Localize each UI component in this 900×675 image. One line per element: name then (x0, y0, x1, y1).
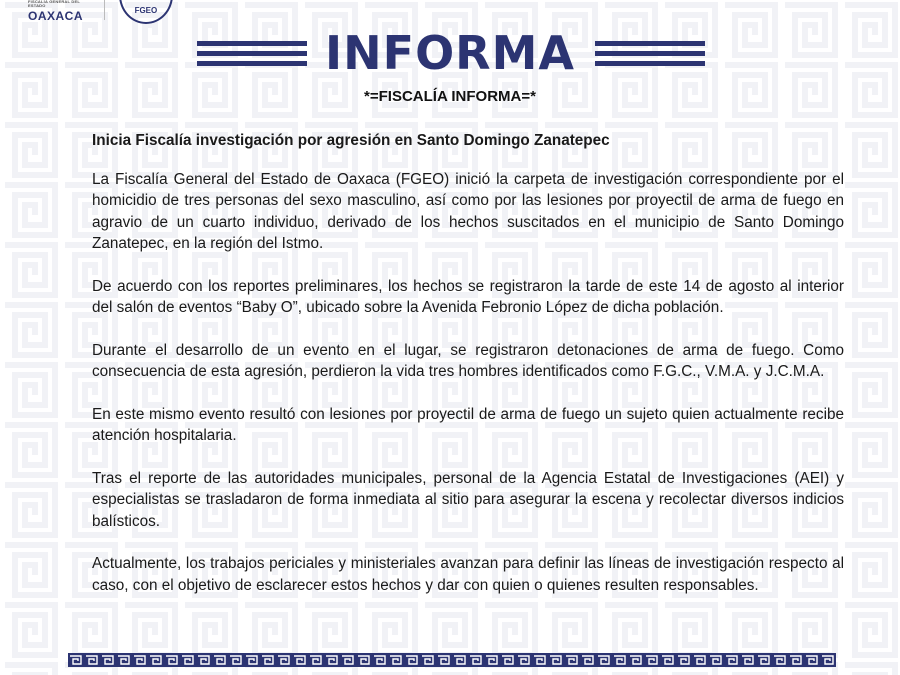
logo-line-oaxaca: OAXACA (28, 9, 84, 23)
logo-divider (104, 0, 105, 20)
article-body (92, 130, 844, 617)
article-paragraph: Durante el desarrollo de un evento en el lugar, se registraron detonaciones de arma de fuego. Como consecuencia de esta agresión, perdieron la vida tres hombres identificados como F.G.C., V.M.A. y J.C.M.A. (92, 341, 844, 380)
article-paragraph: En este mismo evento resultó con lesiones por proyectil de arma de fuego un sujeto quien actualmente recibe atención hospitalaria. (92, 405, 844, 444)
fgeo-seal-icon (119, 0, 173, 24)
article-paragraph: Actualmente, los trabajos periciales y ministeriales avanzan para definir las líneas de investigación respecto al caso, con el objetivo de esclarecer estos hechos y dar con quien o quienes resulten responsables. (92, 555, 844, 594)
article-paragraph: De acuerdo con los reportes preliminares, los hechos se registraron la tarde de este 14 de agosto al interior del salón de eventos “Baby O”, ubicado sobre la Avenida Febronio López de dicha población. (92, 277, 844, 316)
article-paragraph: Tras el reporte de las autoridades municipales, personal de la Agencia Estatal de Investigaciones (AEI) y especialistas se trasladaron de forma inmediata al sitio para asegurar la escena y recolectar diversos indicios balísticos. (92, 469, 844, 530)
page-title: INFORMA (325, 26, 575, 80)
right-stripes (595, 41, 705, 66)
article-paragraph: La Fiscalía General del Estado de Oaxaca (FGEO) inició la carpeta de investigación correspondiente por el homicidio de tres personas del sexo masculino, así como por las lesiones por proyectil de arma de fuego en agravio de un cuarto individuo, derivado de los hechos suscitados en el municipio de Santo Domingo Zanatepec, en la región del Istmo. (92, 170, 844, 252)
footer-greca-band (68, 653, 836, 667)
header-band (0, 28, 900, 80)
logo-wordmark (28, 0, 94, 22)
article-headline: Inicia Fiscalía investigación por agresión en Santo Domingo Zanatepec (92, 132, 610, 149)
page-subtitle: *=FISCALÍA INFORMA=* (364, 88, 536, 105)
seal-text: FGEO (134, 6, 158, 15)
fgeo-logo (28, 0, 173, 22)
left-stripes (197, 41, 307, 66)
logo-line-small: FISCALÍA GENERAL DEL ESTADO (28, 0, 80, 8)
greca-pattern-icon (68, 653, 836, 667)
